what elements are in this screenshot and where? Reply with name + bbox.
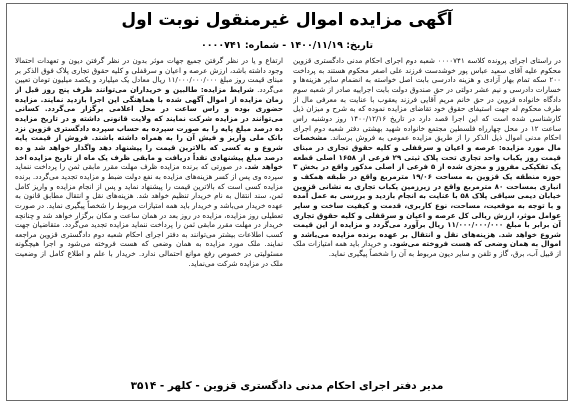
notice-title: آگهی مزایده اموال غیرمنقول نوبت اول — [121, 10, 453, 30]
left-paragraph: ارتفاع و یا در نظر گرفتن جمیع جهات موثر بدون در نظر گرفتن دیون و تعهدات احتمالا وجود داشته باشد، ارزش عرصه و اعیان و سرقفلی و کلیه حقوق تجاری پلاک فوق الذکر بر مبنای قیمت روز مبلغ ۱۱/۰۰۰/۰۰۰/۰۰۰ ریال معادل یک میلیارد و یکصد میلیون تومان تعیین می‌گردد. — [15, 56, 283, 94]
right-paragraph: مشخصات مال مورد مزایده: عرصه و اعیان و سرقفلی و کلیه حقوق تجاری در مبنای قیمت روز یکباب واحد تجاری تحت پلاک ثبتی ۲۹ فرعی از ۱۶۵۸ اصلی قطعه یک تفکیکی مفروز و مجزی شده از ۵ فرعی از اصلی مذکور واقع در بخش ۳ حوزه منطقه یک قزوین به مساحت ۱۹/۰۶ مترمربع واقع در طبقه همکف و انباری بمساحت ۸۰ مترمربع واقع در زیرزمین یکباب تجاری به نشانی قزوین خیابان دیمی سیاقی پلاک ۵۸ با عنایت به انجام بازدید و بررسی به عمل آمده و با توجه به موقعیت، مساحت، نوع کاربری، قدمت و کیفیت ساخت و سایر عوامل موثر، ارزش ریالی کل عرصه و اعیان و سرقفلی و کلیه حقوق تجاری آن برابر با مبلغ ۱۱/۰۰۰/۰۰۰/۰۰۰ ریال برآورد می‌گردد و مزایده از این قیمت شروع خواهد شد. هزینه‌های نقل و انتقال بر عهده برنده مزایده می‌باشد و اموال به همان وضعی که هست فروخته می‌شود. — [293, 133, 561, 249]
left-paragraph: شرایط مزایده: طالبین و خریداران می‌توانند ظرف پنج روز قبل از زمان مزایده از اموال آگهی شده با هماهنگی این اجرا بازدید نمایند. مزایده حضوری بوده و راس ساعت در محل اعلامی برگزار می‌گردد. کسانی می‌توانند در مزایده شرکت نمایند که ولایت قانونی داشته و در تاریخ مزایده ده درصد مبلغ پایه را به صورت سپرده به حساب سپرده دادگستری قزوین نزد بانک ملی واریز و فیش آن را به همراه داشته باشند. فروش از قیمت پایه شروع و به کسی که بالاترین قیمت را پیشنهاد دهد واگذار خواهد شد و ده درصد مبلغ پیشنهادی نقداً دریافت و مابقی ظرف یک ماه از تاریخ مزایده اخذ خواهد شد. — [15, 84, 283, 172]
notice-signature: مدیر دفتر اجرای احکام مدنی دادگستری قزوین - کلهر - ۳۵۱۴ — [130, 380, 444, 392]
right-column — [293, 56, 561, 374]
left-paragraph: متقاضیان جهت کسب اطلاعات بیشتر می‌توانند به دفتر اجرای احکام شعبه دوم دادگستری قزوین مراجعه نمایند. ملک مورد مزایده به همان وضعی که هست فروخته می‌شود و اجرا هیچگونه مسئولیتی در خصوص رفع موانع احتمالی ندارد. خریدار با علم و اطلاع کامل از وضعیت ملک در مزایده شرکت می‌نماید. — [15, 220, 283, 268]
left-column — [15, 56, 283, 374]
right-paragraph: و خریدار باید همه امتیازات ملک از قبیل آب، برق، گاز و تلفن و سایر دیون مربوط به آن را شخصاً پیگیری نماید. — [293, 239, 561, 259]
number-label: شماره: — [244, 40, 279, 51]
right-paragraph: در راستای اجرای پرونده کلاسه ۰۰۰۰۷۴۱ شعبه دوم اجرای احکام مدنی دادگستری قزوین محکوم علیه آقای سعید عباس پور خوشدست فرزند علی اصغر محکوم هستند به پرداخت ۲۰۰ سکه تمام بهار آزادی و هزینه دادرسی بابت اصل خواسته به انضمام سایر هزینه‌ها و خسارات دادرسی و نیم عشر دولتی در حق صندوق دولت بابت اجراییه صادر از شعبه سوم دادگاه خانواده قزوین در حق خانم مریم آقایی فرزند یعقوب با عنایت به معرفی مال از طرف محکوم له جهت استیفای حقوق خود تقاضای مزایده نموده که به شرح و میزان ذیل کارشناسی شده است که این اجرا قصد دارد در تاریخ ۱۴۰۰/۱۲/۱۶ روز دوشنبه راس ساعت ۱۲ در محل چهارراه فلسطین مجتمع خانواده شهید بهشتی دفتر شعبه دوم اجرای احکام مدنی اموال ذیل الذکر را از طریق مزایده عمومی به فروش برساند. — [293, 56, 561, 143]
notice-frame — [6, 3, 568, 401]
date-label: تاریخ: — [346, 40, 374, 51]
notice-meta: تاریخ: ۱۴۰۰/۱۱/۱۹ - شماره: ۰۰۰۰۷۴۱ — [200, 40, 374, 51]
left-paragraph: در صورتی که برنده مزایده ظرف مهلت مقرر مابقی ثمن را پرداخت ننماید سپرده وی پس از کسر هزینه‌های مزایده به نفع دولت ضبط و مزایده تجدید می‌گردد. برنده مزایده کسی است که بالاترین قیمت را پیشنهاد نماید و پس از انجام مزایده و واریز کامل ثمن، سند انتقال به نام خریدار تنظیم خواهد شد. هزینه‌های نقل و انتقال مطابق قانون به عهده خریدار می‌باشد و خریدار باید همه امتیازات مربوط را شخصاً پیگیری نماید. در صورت تعطیلی روز مزایده، مزایده در روز بعد در همان ساعت و مکان برگزار خواهد شد و چنانچه خریدار در مهلت مقرر مابقی ثمن را پرداخت ننماید مزایده تجدید می‌گردد. — [15, 162, 283, 230]
notice-date: ۱۴۰۰/۱۱/۱۹ — [289, 40, 343, 51]
notice-body — [15, 56, 561, 374]
notice-number: ۰۰۰۰۷۴۱ — [200, 40, 242, 51]
